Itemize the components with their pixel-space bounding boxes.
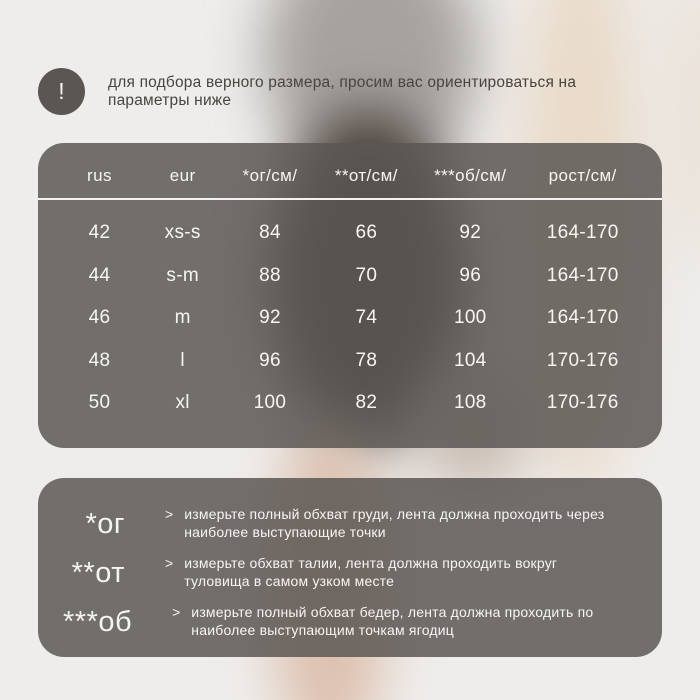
legend-item-ot xyxy=(63,555,632,590)
cell-og: 100 xyxy=(253,392,287,414)
cell-rost: 164-170 xyxy=(546,307,619,329)
cell-ob: 96 xyxy=(459,264,482,286)
column-header-rost: рост/см/ xyxy=(548,165,617,185)
chevron-right-icon: > xyxy=(172,604,181,620)
cell-eur: xs-s xyxy=(164,222,201,244)
chevron-right-icon: > xyxy=(165,555,174,571)
size-table-panel xyxy=(38,143,662,448)
cell-ob: 108 xyxy=(453,392,487,414)
cell-og: 84 xyxy=(259,222,281,244)
column-header-ot: **от/см/ xyxy=(334,165,398,185)
cell-ot: 82 xyxy=(355,392,378,414)
cell-eur: xl xyxy=(175,392,190,414)
column-header-eur: eur xyxy=(169,165,196,185)
measurement-legend-panel xyxy=(38,478,662,657)
cell-rost: 170-176 xyxy=(546,349,619,371)
cell-eur: s-m xyxy=(166,264,199,286)
notice-text: для подбора верного размера, просим вас ориентироваться на параметры ниже xyxy=(108,73,577,109)
size-table-body xyxy=(38,200,662,425)
column-header-og: *ог/см/ xyxy=(242,165,298,185)
column-header-ob: ***об/см/ xyxy=(434,165,507,185)
cell-ob: 100 xyxy=(453,307,487,329)
cell-rus: 48 xyxy=(88,349,111,371)
legend-term: **от xyxy=(71,556,125,589)
cell-og: 92 xyxy=(259,307,281,329)
table-row xyxy=(58,382,642,425)
cell-eur: l xyxy=(180,349,185,371)
cell-rus: 42 xyxy=(88,222,111,244)
exclamation-glyph: ! xyxy=(58,78,65,104)
cell-rost: 170-176 xyxy=(546,392,619,414)
legend-item-og xyxy=(63,506,632,541)
legend-description: измерьте обхват талии, лента должна проходить вокруг туловища в самом узком месте xyxy=(184,555,558,589)
chevron-right-icon: > xyxy=(165,506,174,522)
table-row xyxy=(58,340,642,383)
size-table-header-row xyxy=(38,143,662,198)
cell-rost: 164-170 xyxy=(546,222,619,244)
column-header-rus: rus xyxy=(87,165,112,185)
cell-ot: 66 xyxy=(355,222,378,244)
legend-term: ***об xyxy=(63,605,133,638)
cell-og: 96 xyxy=(259,349,281,371)
cell-ot: 70 xyxy=(355,264,378,286)
legend-description: измерьте полный обхват бедер, лента должна проходить по наиболее выступающим точкам ягодиц xyxy=(191,604,594,638)
exclamation-icon xyxy=(38,68,85,115)
cell-ot: 74 xyxy=(355,307,378,329)
table-row xyxy=(58,212,642,255)
cell-ot: 78 xyxy=(355,349,378,371)
legend-item-ob xyxy=(63,604,632,639)
cell-rus: 50 xyxy=(88,392,111,414)
table-row xyxy=(58,297,642,340)
cell-rus: 46 xyxy=(88,307,111,329)
legend-term: *ог xyxy=(85,507,125,540)
cell-eur: m xyxy=(174,307,191,329)
table-row xyxy=(58,255,642,298)
cell-rus: 44 xyxy=(88,264,111,286)
legend-description: измерьте полный обхват груди, лента должна проходить через наиболее выступающие точки xyxy=(184,506,605,540)
size-notice xyxy=(38,68,658,115)
cell-og: 88 xyxy=(259,264,281,286)
cell-rost: 164-170 xyxy=(546,264,619,286)
cell-ob: 92 xyxy=(459,222,482,244)
cell-ob: 104 xyxy=(453,349,487,371)
